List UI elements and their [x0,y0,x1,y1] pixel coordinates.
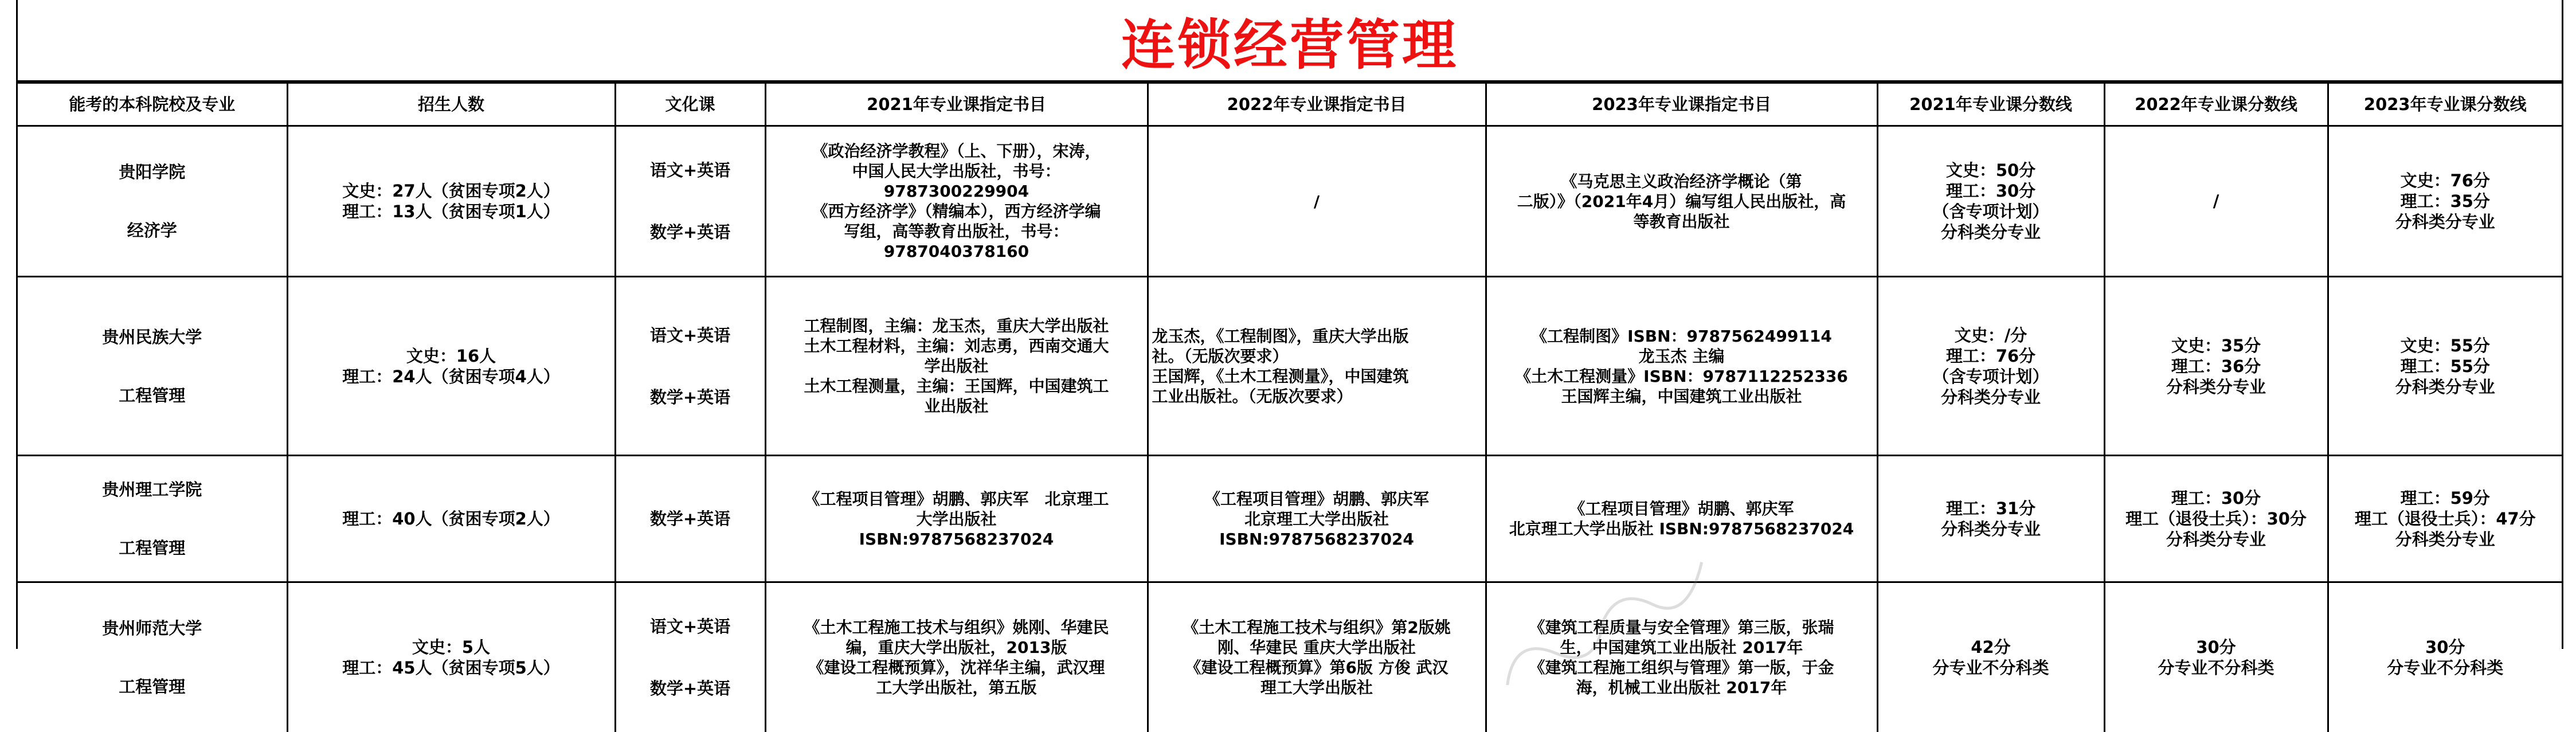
school-name: 贵州理工学院 [21,479,283,500]
books-2023-cell: 《工程制图》ISBN：9787562499114 龙玉杰 主编 《土木工程测量》ISBN：9787112252336 王国辉主编，中国建筑工业出版社 [1486,277,1877,456]
table-row [18,456,2562,582]
books-2021-cell: 《土木工程施工技术与组织》姚刚、华建民 编，重庆大学出版社，2013版 《建设工程概预算》，沈祥华主编，武汉理 工大学出版社，第五版 [765,582,1148,732]
header-cell: 2021年专业课指定书目 [765,83,1148,126]
school-name: 贵州师范大学 [21,618,283,639]
school-name: 贵阳学院 [21,162,283,182]
subject-item: 数学+英语 [620,222,761,242]
books-2022-cell: 龙玉杰，《工程制图》，重庆大学出版 社。（无版次要求） 王国辉，《土木工程测量》，中国建筑 工业出版社。（无版次要求） [1148,277,1486,456]
subject-item: 数学+英语 [620,508,761,529]
table-row [18,277,2562,456]
books-2023-cell: 《建筑工程质量与安全管理》第三版，张瑞 生，中国建筑工业出版社 2017年 《建筑工程施工组织与管理》第一版，于金 海，机械工业出版社 2017年 [1486,582,1877,732]
books-2023-cell: 《马克思主义政治经济学概论（第 二版）》（2021年4月）编写组人民出版社，高 等教育出版社 [1486,126,1877,277]
books-2022-cell: / [1148,126,1486,277]
school-cell [18,456,287,582]
major-name: 经济学 [21,220,283,241]
score-2021-cell: 文史：/分 理工：76分 （含专项计划） 分科类分专业 [1877,277,2104,456]
books-2022-cell: 《工程项目管理》胡鹏、郭庆军 北京理工大学出版社 ISBN:9787568237024 [1148,456,1486,582]
score-2023-cell: 文史：76分 理工：35分 分科类分专业 [2328,126,2562,277]
subject-item: 语文+英语 [620,160,761,181]
header-cell: 能考的本科院校及专业 [18,83,287,126]
sheet-title: 连锁经营管理 [18,0,2562,82]
subject-item: 语文+英语 [620,616,761,637]
subject-item: 数学+英语 [620,678,761,699]
score-2021-cell: 理工：31分 分科类分专业 [1877,456,2104,582]
score-2021-cell: 42分 分专业不分科类 [1877,582,2104,732]
spreadsheet [16,0,2563,649]
score-2022-cell: 30分 分专业不分科类 [2104,582,2328,732]
header-cell: 2022年专业课指定书目 [1148,83,1486,126]
score-2022-cell: 文史：35分 理工：36分 分科类分专业 [2104,277,2328,456]
major-name: 工程管理 [21,676,283,697]
major-name: 工程管理 [21,385,283,406]
table-row [18,582,2562,732]
header-cell: 2023年专业课分数线 [2328,83,2562,126]
header-cell: 2021年专业课分数线 [1877,83,2104,126]
enroll-cell: 文史：5人 理工：45人（贫困专项5人） [287,582,615,732]
subject-item: 数学+英语 [620,387,761,408]
school-cell [18,126,287,277]
header-row [18,83,2562,126]
school-cell [18,277,287,456]
score-2022-cell: 理工：30分 理工（退役士兵）：30分 分科类分专业 [2104,456,2328,582]
header-cell: 文化课 [615,83,765,126]
score-2023-cell: 30分 分专业不分科类 [2328,582,2562,732]
school-name: 贵州民族大学 [21,327,283,347]
exam-table [18,82,2562,732]
enroll-cell: 文史：27人（贫困专项2人） 理工：13人（贫困专项1人） [287,126,615,277]
books-2022-cell: 《土木工程施工技术与组织》第2版姚 刚、华建民 重庆大学出版社 《建设工程概预算》第6版 方俊 武汉 理工大学出版社 [1148,582,1486,732]
books-2021-cell: 工程制图，主编：龙玉杰，重庆大学出版社 土木工程材料，主编：刘志勇，西南交通大 学出版社 土木工程测量，主编：王国辉，中国建筑工 业出版社 [765,277,1148,456]
major-name: 工程管理 [21,538,283,558]
school-cell [18,582,287,732]
subjects-cell [615,582,765,732]
header-cell: 招生人数 [287,83,615,126]
subjects-cell [615,126,765,277]
books-2021-cell: 《政治经济学教程》（上、下册），宋涛， 中国人民大学出版社，书号： 9787300229904 《西方经济学》（精编本），西方经济学编 写组，高等教育出版社，书号： 9787040378160 [765,126,1148,277]
enroll-cell: 文史：16人 理工：24人（贫困专项4人） [287,277,615,456]
score-2023-cell: 文史：55分 理工：55分 分科类分专业 [2328,277,2562,456]
score-2022-cell: / [2104,126,2328,277]
table-row [18,126,2562,277]
subjects-cell [615,277,765,456]
subjects-cell [615,456,765,582]
subject-item: 语文+英语 [620,325,761,346]
score-2021-cell: 文史：50分 理工：30分 （含专项计划） 分科类分专业 [1877,126,2104,277]
header-cell: 2023年专业课指定书目 [1486,83,1877,126]
enroll-cell: 理工：40人（贫困专项2人） [287,456,615,582]
books-2021-cell: 《工程项目管理》胡鹏、郭庆军 北京理工 大学出版社 ISBN:9787568237024 [765,456,1148,582]
header-cell: 2022年专业课分数线 [2104,83,2328,126]
score-2023-cell: 理工：59分 理工（退役士兵）：47分 分科类分专业 [2328,456,2562,582]
books-2023-cell: 《工程项目管理》胡鹏、郭庆军 北京理工大学出版社 ISBN:9787568237024 [1486,456,1877,582]
